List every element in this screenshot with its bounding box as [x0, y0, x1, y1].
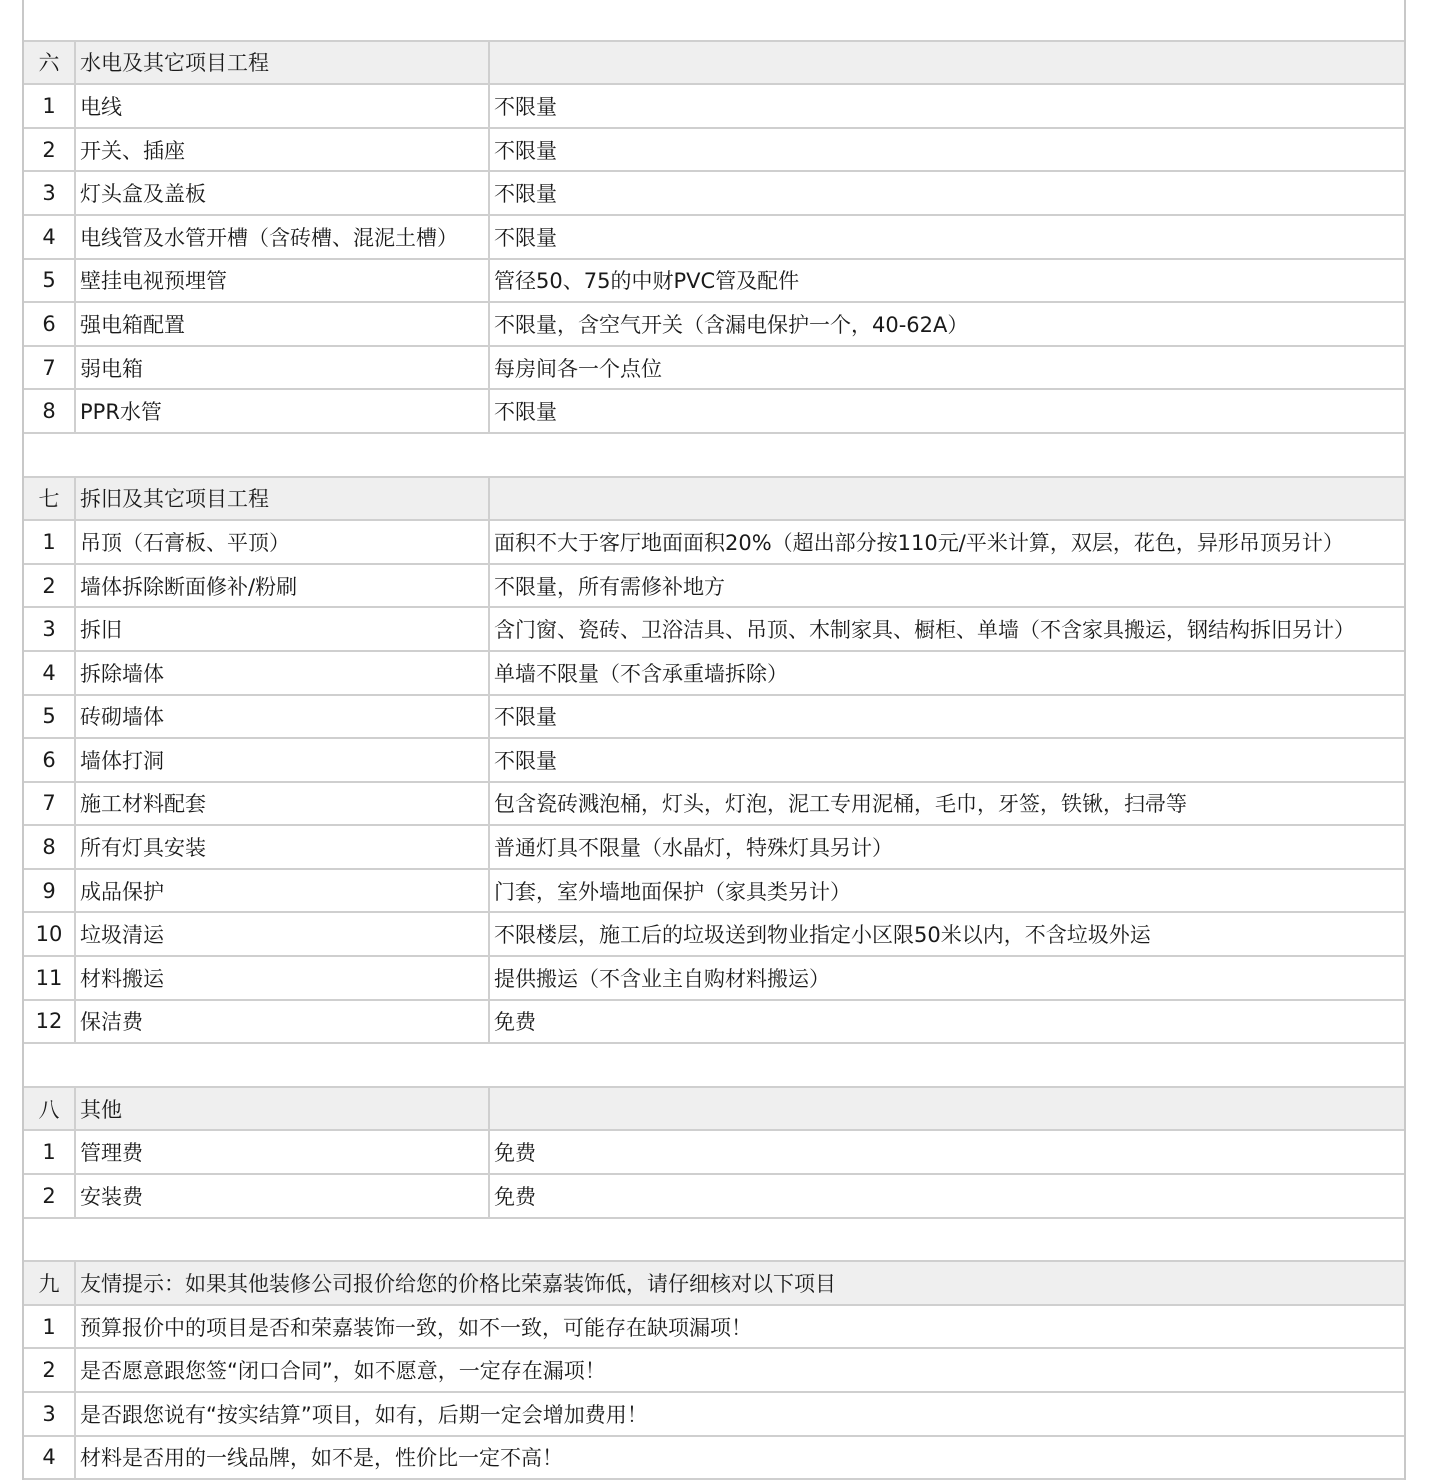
- section-header: [24, 42, 1404, 86]
- item-description: 门套，室外墙地面保护（家具类另计）: [494, 879, 851, 904]
- section-number: 六: [24, 42, 76, 84]
- item-name: 电线管及水管开槽（含砖槽、混泥土槽）: [76, 216, 490, 258]
- item-description: 管径50、75的中财PVC管及配件: [494, 269, 800, 294]
- table-row: [24, 521, 1404, 565]
- item-description: 单墙不限量（不含承重墙拆除）: [494, 661, 788, 686]
- item-description: 含门窗、瓷砖、卫浴洁具、吊顶、木制家具、橱柜、单墙（不含家具搬运，钢结构拆旧另计）: [494, 618, 1355, 643]
- row-number: 6: [24, 739, 76, 781]
- item-name: 墙体打洞: [76, 739, 490, 781]
- row-number: 8: [24, 826, 76, 868]
- table-row: [24, 739, 1404, 783]
- item-description: 面积不大于客厅地面面积20%（超出部分按110元/平米计算，双层，花色，异形吊顶另计）: [494, 530, 1344, 555]
- section-title: 友情提示：如果其他装修公司报价给您的价格比荣嘉装饰低，请仔细核对以下项目: [80, 1272, 836, 1297]
- table-row: [24, 957, 1404, 1001]
- item-description: 提供搬运（不含业主自购材料搬运）: [494, 966, 830, 991]
- table-row: [24, 1306, 1404, 1350]
- item-name: 管理费: [76, 1131, 490, 1173]
- item-name: 材料是否用的一线品牌，如不是，性价比一定不高！: [80, 1446, 563, 1471]
- item-name: 墙体拆除断面修补/粉刷: [76, 565, 490, 607]
- item-name: 拆旧: [76, 608, 490, 650]
- row-number: 2: [24, 1349, 76, 1391]
- section-header: [24, 1088, 1404, 1132]
- row-number: 1: [24, 85, 76, 127]
- row-number: 2: [24, 129, 76, 171]
- row-number: 1: [24, 521, 76, 563]
- table-row: [24, 652, 1404, 696]
- item-name: 是否跟您说有“按实结算”项目，如有，后期一定会增加费用！: [80, 1402, 648, 1427]
- table-row: [24, 1001, 1404, 1045]
- row-number: 4: [24, 652, 76, 694]
- item-name: 垃圾清运: [76, 913, 490, 955]
- row-number: 6: [24, 303, 76, 345]
- table-row: [24, 1175, 1404, 1219]
- section-header: [24, 478, 1404, 522]
- item-description: 免费: [494, 1010, 536, 1035]
- section-number: 七: [24, 478, 76, 520]
- item-name: 材料搬运: [76, 957, 490, 999]
- item-description: 免费: [494, 1184, 536, 1209]
- item-description: 不限量，含空气开关（含漏电保护一个，40-62A）: [494, 312, 969, 337]
- item-description: 不限量: [494, 138, 557, 163]
- section-desc: [490, 478, 1404, 520]
- spacer-row: [24, 0, 1404, 42]
- item-description: 普通灯具不限量（水晶灯，特殊灯具另计）: [494, 836, 893, 861]
- item-description: 不限量，所有需修补地方: [494, 574, 725, 599]
- item-description: 不限量: [494, 182, 557, 207]
- table-row: [24, 870, 1404, 914]
- item-name: 开关、插座: [76, 129, 490, 171]
- table-row: [24, 1393, 1404, 1437]
- row-number: 5: [24, 696, 76, 738]
- row-number: 7: [24, 347, 76, 389]
- section-desc: [490, 42, 1404, 84]
- item-name: 预算报价中的项目是否和荣嘉装饰一致，如不一致，可能存在缺项漏项！: [80, 1315, 752, 1340]
- section-title: 拆旧及其它项目工程: [76, 478, 490, 520]
- table-row: [24, 260, 1404, 304]
- item-name: 安装费: [76, 1175, 490, 1217]
- section-title: 水电及其它项目工程: [76, 42, 490, 84]
- item-description: 不限量: [494, 400, 557, 425]
- table-row: [24, 913, 1404, 957]
- row-number: 9: [24, 870, 76, 912]
- table-row: [24, 1349, 1404, 1393]
- item-name: 施工材料配套: [76, 783, 490, 825]
- item-name: 壁挂电视预埋管: [76, 260, 490, 302]
- item-description: 不限量: [494, 94, 557, 119]
- row-number: 3: [24, 1393, 76, 1435]
- item-name: 所有灯具安装: [76, 826, 490, 868]
- row-number: 1: [24, 1131, 76, 1173]
- section-number: 九: [24, 1262, 76, 1304]
- item-name: 灯头盒及盖板: [76, 172, 490, 214]
- row-number: 2: [24, 565, 76, 607]
- table-row: [24, 172, 1404, 216]
- row-number: 3: [24, 172, 76, 214]
- item-description: 不限楼层，施工后的垃圾送到物业指定小区限50米以内，不含垃圾外运: [494, 923, 1151, 948]
- item-name: 是否愿意跟您签“闭口合同”，如不愿意，一定存在漏项！: [80, 1359, 606, 1384]
- item-description: 包含瓷砖溅泡桶，灯头，灯泡，泥工专用泥桶，毛巾，牙签，铁锹，扫帚等: [494, 792, 1187, 817]
- row-number: 2: [24, 1175, 76, 1217]
- item-name: 成品保护: [76, 870, 490, 912]
- table-row: [24, 85, 1404, 129]
- row-number: 10: [24, 913, 76, 955]
- pricing-table: [22, 0, 1406, 1480]
- spacer-row: [24, 1044, 1404, 1088]
- item-name: 砖砌墙体: [76, 696, 490, 738]
- table-row: [24, 608, 1404, 652]
- table-row: [24, 1131, 1404, 1175]
- table-row: [24, 303, 1404, 347]
- item-description: 免费: [494, 1141, 536, 1166]
- section-desc: [490, 1088, 1404, 1130]
- row-number: 5: [24, 260, 76, 302]
- item-description: 不限量: [494, 748, 557, 773]
- row-number: 1: [24, 1306, 76, 1348]
- section-title: 其他: [76, 1088, 490, 1130]
- row-number: 3: [24, 608, 76, 650]
- item-description: 不限量: [494, 705, 557, 730]
- table-row: [24, 1437, 1404, 1481]
- item-name: 弱电箱: [76, 347, 490, 389]
- table-row: [24, 216, 1404, 260]
- spacer-row: [24, 434, 1404, 478]
- section-number: 八: [24, 1088, 76, 1130]
- item-description: 每房间各一个点位: [494, 356, 662, 381]
- item-name: PPR水管: [76, 390, 490, 432]
- table-row: [24, 565, 1404, 609]
- row-number: 4: [24, 1437, 76, 1479]
- item-name: 吊顶（石膏板、平顶）: [76, 521, 490, 563]
- table-row: [24, 347, 1404, 391]
- row-number: 4: [24, 216, 76, 258]
- table-row: [24, 390, 1404, 434]
- table-row: [24, 826, 1404, 870]
- table-row: [24, 129, 1404, 173]
- row-number: 8: [24, 390, 76, 432]
- row-number: 12: [24, 1001, 76, 1043]
- table-row: [24, 783, 1404, 827]
- item-name: 拆除墙体: [76, 652, 490, 694]
- row-number: 7: [24, 783, 76, 825]
- item-name: 强电箱配置: [76, 303, 490, 345]
- item-name: 电线: [76, 85, 490, 127]
- item-description: 不限量: [494, 225, 557, 250]
- table-row: [24, 696, 1404, 740]
- section-header: [24, 1262, 1404, 1306]
- item-name: 保洁费: [76, 1001, 490, 1043]
- spacer-row: [24, 1219, 1404, 1263]
- row-number: 11: [24, 957, 76, 999]
